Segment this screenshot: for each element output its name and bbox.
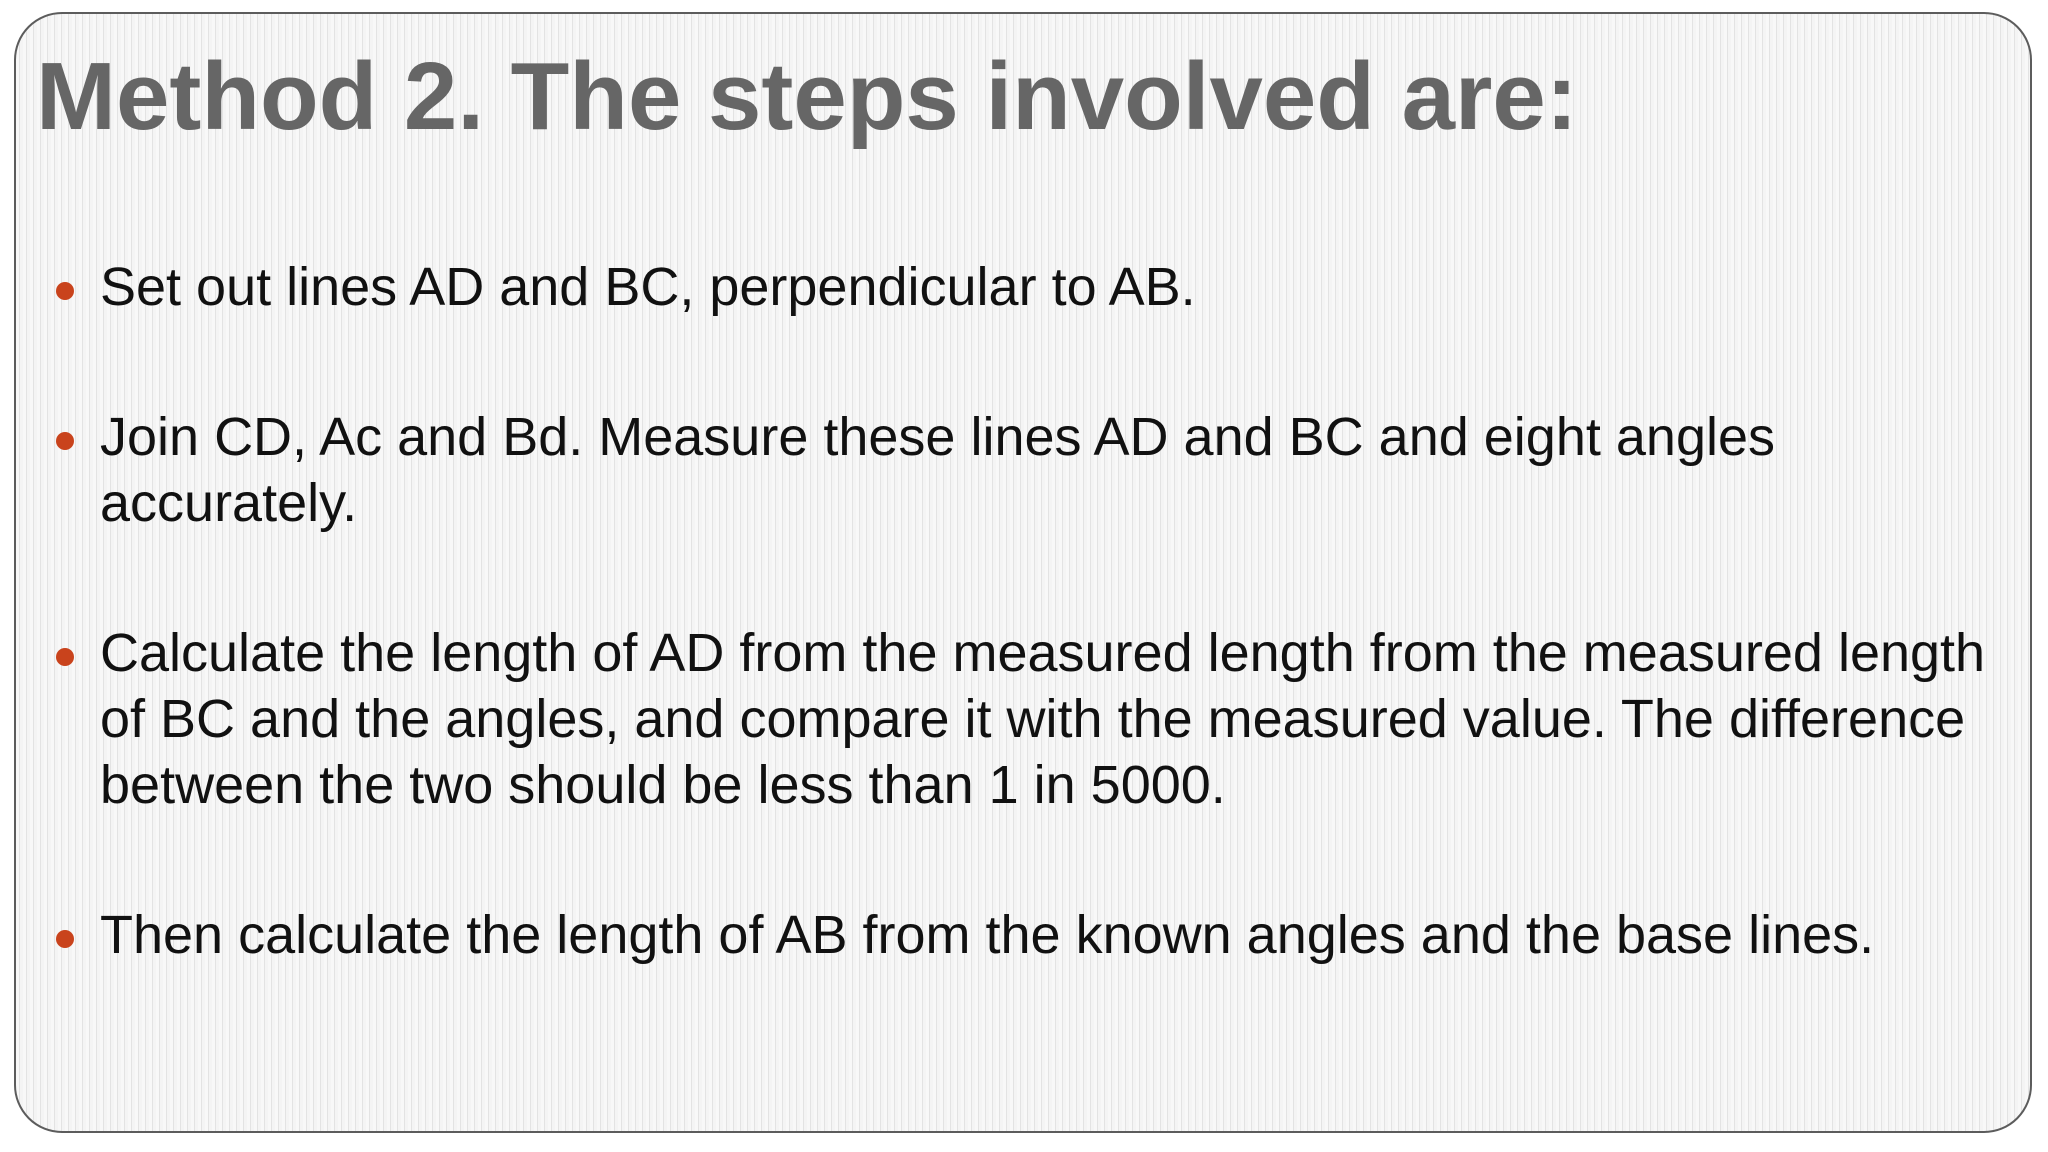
bullet-dot-icon <box>56 432 74 450</box>
bullet-item <box>40 620 2030 818</box>
bullet-dot-icon <box>56 282 74 300</box>
bullet-text: Then calculate the length of AB from the known angles and the base lines. <box>100 905 1875 965</box>
slide-frame <box>14 12 2032 1133</box>
bullet-dot-icon <box>56 648 74 666</box>
bullet-item <box>40 254 2030 320</box>
bullet-item <box>40 404 2030 536</box>
bullet-text: Join CD, Ac and Bd. Measure these lines AD and BC and eight angles accurately. <box>100 407 1776 533</box>
bullet-text: Set out lines AD and BC, perpendicular to AB. <box>100 257 1196 317</box>
bullet-item <box>40 902 2030 968</box>
bullet-list <box>40 254 2030 1052</box>
slide-title: Method 2. The steps involved are: <box>36 43 1578 150</box>
bullet-text: Calculate the length of AD from the measured length from the measured length of BC and the angles, and compare it with the measured value. The difference between the two should be less than 1 in 5000. <box>100 623 1986 815</box>
bullet-dot-icon <box>56 930 74 948</box>
